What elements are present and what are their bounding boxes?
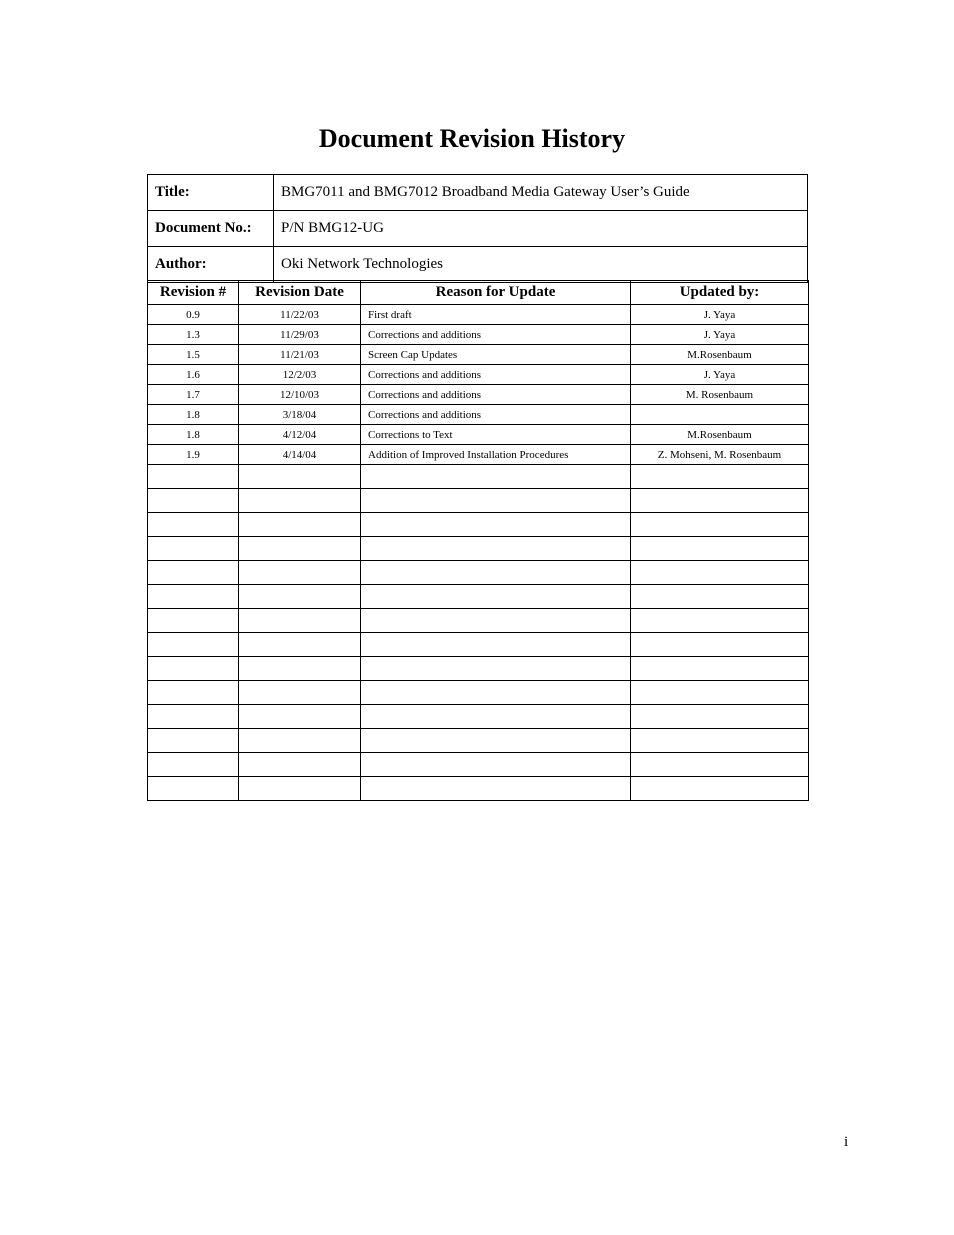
reason-header: Reason for Update	[361, 281, 631, 305]
page-number: i	[844, 1134, 849, 1150]
empty-cell	[148, 513, 239, 537]
revision-number-cell: 1.7	[148, 385, 239, 405]
empty-cell	[631, 585, 809, 609]
empty-cell	[148, 537, 239, 561]
empty-cell	[239, 537, 361, 561]
empty-cell	[239, 705, 361, 729]
empty-cell	[148, 777, 239, 801]
empty-cell	[631, 657, 809, 681]
empty-cell	[631, 681, 809, 705]
table-row	[148, 425, 809, 445]
reason-cell: Corrections to Text	[361, 425, 631, 445]
updated-by-cell: M. Rosenbaum	[631, 385, 809, 405]
empty-table-row	[148, 609, 809, 633]
empty-table-row	[148, 561, 809, 585]
empty-cell	[631, 465, 809, 489]
reason-cell: Addition of Improved Installation Procedures	[361, 445, 631, 465]
document-number-row	[148, 211, 808, 247]
empty-cell	[239, 489, 361, 513]
reason-cell: First draft	[361, 305, 631, 325]
reason-cell: Corrections and additions	[361, 325, 631, 345]
empty-cell	[361, 585, 631, 609]
title-row	[148, 175, 808, 211]
empty-cell	[239, 729, 361, 753]
revision-date-cell: 3/18/04	[239, 405, 361, 425]
empty-cell	[631, 513, 809, 537]
empty-cell	[361, 681, 631, 705]
revision-number-cell: 1.8	[148, 425, 239, 445]
empty-table-row	[148, 729, 809, 753]
empty-table-row	[148, 465, 809, 489]
empty-table-row	[148, 633, 809, 657]
empty-cell	[361, 465, 631, 489]
empty-cell	[239, 513, 361, 537]
updated-by-cell: M.Rosenbaum	[631, 345, 809, 365]
empty-cell	[148, 633, 239, 657]
revision-date-cell: 11/21/03	[239, 345, 361, 365]
empty-cell	[361, 777, 631, 801]
revision-date-cell: 11/22/03	[239, 305, 361, 325]
updated-by-header: Updated by:	[631, 281, 809, 305]
document-number-label: Document No.:	[148, 211, 274, 247]
reason-cell: Screen Cap Updates	[361, 345, 631, 365]
empty-cell	[631, 753, 809, 777]
empty-cell	[239, 681, 361, 705]
title-value: BMG7011 and BMG7012 Broadband Media Gateway User’s Guide	[274, 175, 808, 211]
revision-number-cell: 1.9	[148, 445, 239, 465]
table-row	[148, 385, 809, 405]
revision-number-header: Revision #	[148, 281, 239, 305]
updated-by-cell: J. Yaya	[631, 305, 809, 325]
empty-cell	[361, 705, 631, 729]
empty-cell	[148, 561, 239, 585]
empty-cell	[148, 753, 239, 777]
revision-date-cell: 12/2/03	[239, 365, 361, 385]
empty-cell	[361, 561, 631, 585]
empty-cell	[361, 753, 631, 777]
empty-cell	[631, 777, 809, 801]
empty-cell	[239, 465, 361, 489]
updated-by-cell	[631, 405, 809, 425]
document-info-table	[147, 174, 808, 283]
empty-cell	[239, 657, 361, 681]
table-row	[148, 365, 809, 385]
empty-cell	[631, 489, 809, 513]
empty-cell	[361, 657, 631, 681]
empty-cell	[631, 729, 809, 753]
empty-table-row	[148, 777, 809, 801]
table-row	[148, 405, 809, 425]
empty-cell	[239, 777, 361, 801]
empty-cell	[148, 609, 239, 633]
empty-table-row	[148, 753, 809, 777]
empty-cell	[361, 513, 631, 537]
updated-by-cell: Z. Mohseni, M. Rosenbaum	[631, 445, 809, 465]
empty-table-row	[148, 657, 809, 681]
empty-cell	[361, 489, 631, 513]
empty-cell	[148, 729, 239, 753]
empty-table-row	[148, 489, 809, 513]
revision-date-cell: 4/12/04	[239, 425, 361, 445]
empty-table-row	[148, 585, 809, 609]
author-value: Oki Network Technologies	[274, 247, 808, 283]
revision-table	[147, 280, 809, 801]
empty-table-row	[148, 705, 809, 729]
reason-cell: Corrections and additions	[361, 365, 631, 385]
reason-cell: Corrections and additions	[361, 385, 631, 405]
table-row	[148, 445, 809, 465]
empty-cell	[148, 585, 239, 609]
empty-cell	[631, 609, 809, 633]
table-row	[148, 305, 809, 325]
revision-date-cell: 11/29/03	[239, 325, 361, 345]
updated-by-cell: M.Rosenbaum	[631, 425, 809, 445]
empty-cell	[148, 681, 239, 705]
revision-date-cell: 12/10/03	[239, 385, 361, 405]
table-row	[148, 345, 809, 365]
empty-cell	[361, 609, 631, 633]
empty-cell	[148, 657, 239, 681]
revision-number-cell: 1.3	[148, 325, 239, 345]
revision-number-cell: 1.8	[148, 405, 239, 425]
title-label: Title:	[148, 175, 274, 211]
empty-cell	[239, 633, 361, 657]
revision-date-header: Revision Date	[239, 281, 361, 305]
revision-header-row	[148, 281, 809, 305]
empty-table-row	[148, 513, 809, 537]
revision-number-cell: 0.9	[148, 305, 239, 325]
empty-cell	[631, 561, 809, 585]
empty-table-row	[148, 681, 809, 705]
updated-by-cell: J. Yaya	[631, 365, 809, 385]
empty-cell	[239, 753, 361, 777]
updated-by-cell: J. Yaya	[631, 325, 809, 345]
table-row	[148, 325, 809, 345]
empty-cell	[361, 537, 631, 561]
empty-cell	[148, 465, 239, 489]
revision-number-cell: 1.5	[148, 345, 239, 365]
empty-cell	[148, 489, 239, 513]
author-row	[148, 247, 808, 283]
revision-number-cell: 1.6	[148, 365, 239, 385]
empty-cell	[631, 705, 809, 729]
revision-date-cell: 4/14/04	[239, 445, 361, 465]
author-label: Author:	[148, 247, 274, 283]
empty-cell	[361, 729, 631, 753]
empty-cell	[239, 561, 361, 585]
empty-cell	[631, 537, 809, 561]
empty-table-row	[148, 537, 809, 561]
reason-cell: Corrections and additions	[361, 405, 631, 425]
page-title: Document Revision History	[318, 124, 626, 153]
empty-cell	[239, 585, 361, 609]
empty-cell	[361, 633, 631, 657]
document-number-value: P/N BMG12-UG	[274, 211, 808, 247]
empty-cell	[148, 705, 239, 729]
empty-cell	[631, 633, 809, 657]
empty-cell	[239, 609, 361, 633]
